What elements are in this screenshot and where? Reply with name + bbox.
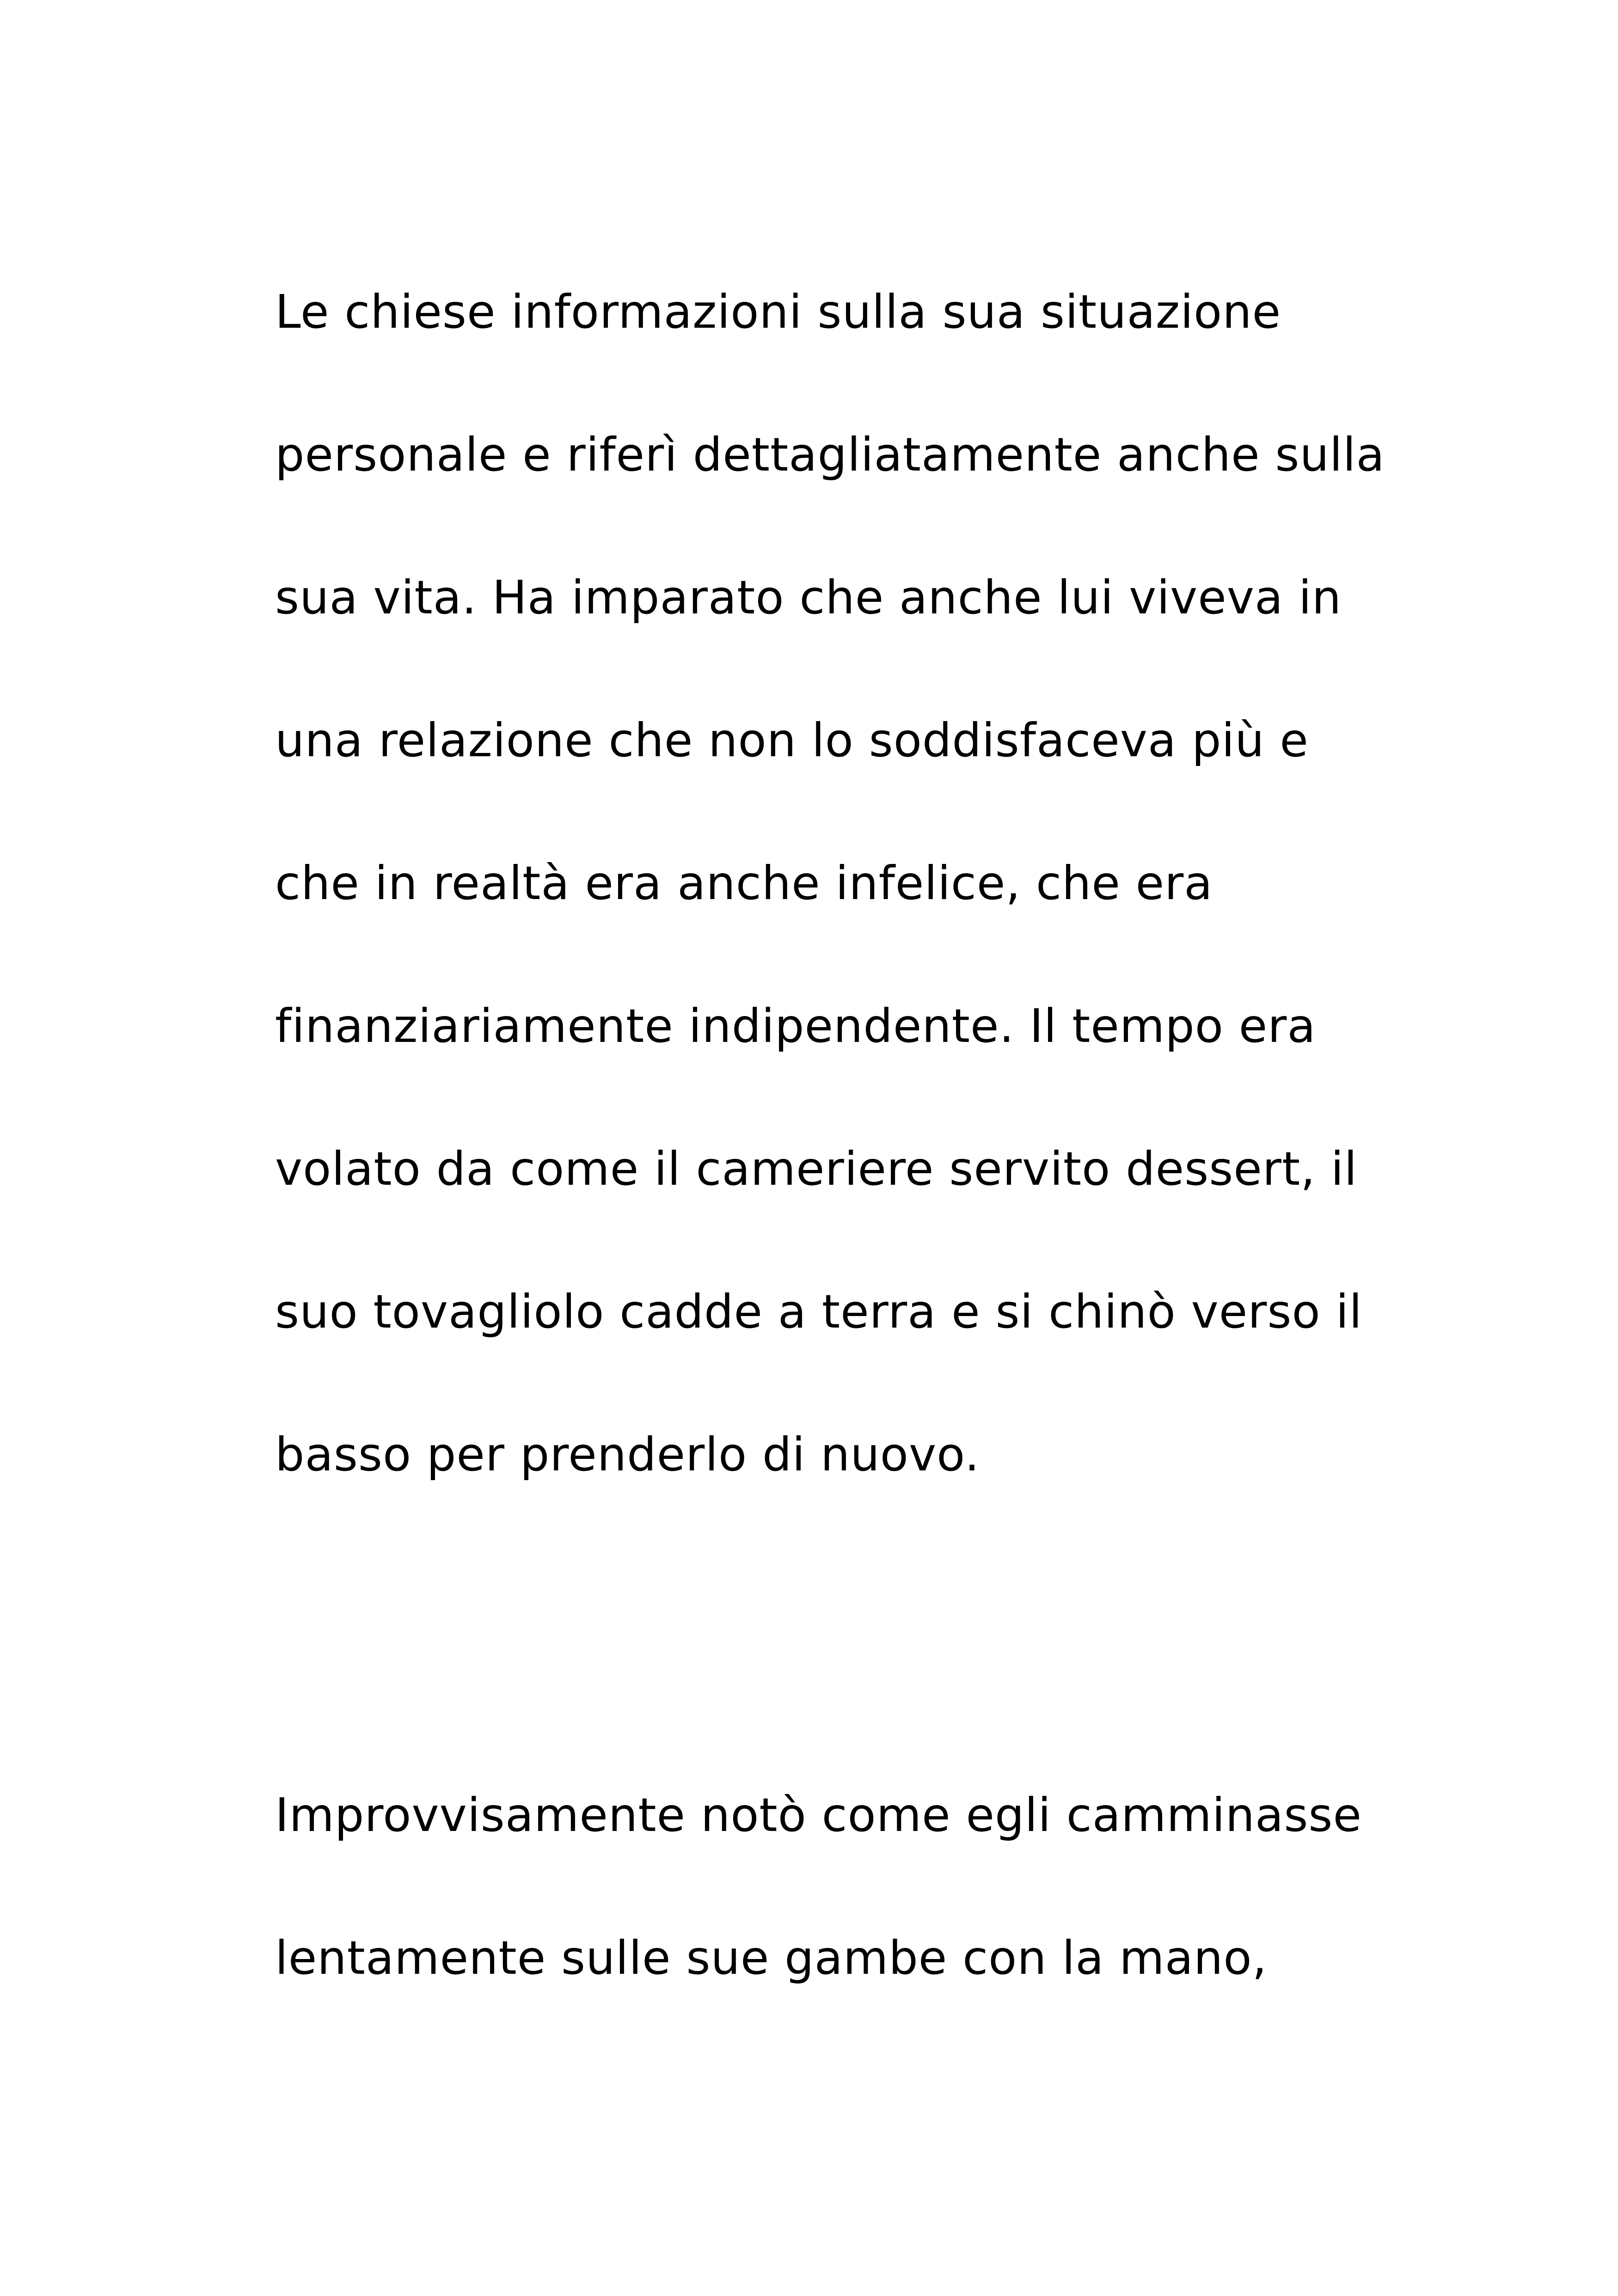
text-line: Le chiese informazioni sulla sua situazione [275,285,1281,339]
text-line: lentamente sulle sue gambe con la mano, [275,1931,1268,1985]
paragraph [275,1744,1477,2029]
text-line: che in realtà era anche infelice, che era [275,856,1213,910]
text-line: finanziariamente indipendente. Il tempo era [275,999,1316,1053]
text-line: suo tovagliolo cadde a terra e si chinò verso il [275,1285,1363,1339]
text-line: personale e riferì dettagliatamente anche sulla [275,428,1385,482]
text-line: sua vita. Ha imparato che anche lui viveva in [275,570,1342,625]
text-line: basso per prenderlo di nuovo. [275,1427,980,1482]
text-line: una relazione che non lo soddisfaceva più e [275,713,1309,767]
text-line: Improvvisamente notò come egli camminasse [275,1788,1362,1842]
text-line: volato da come il cameriere servito dessert, il [275,1142,1358,1196]
paragraph [275,240,1477,1526]
